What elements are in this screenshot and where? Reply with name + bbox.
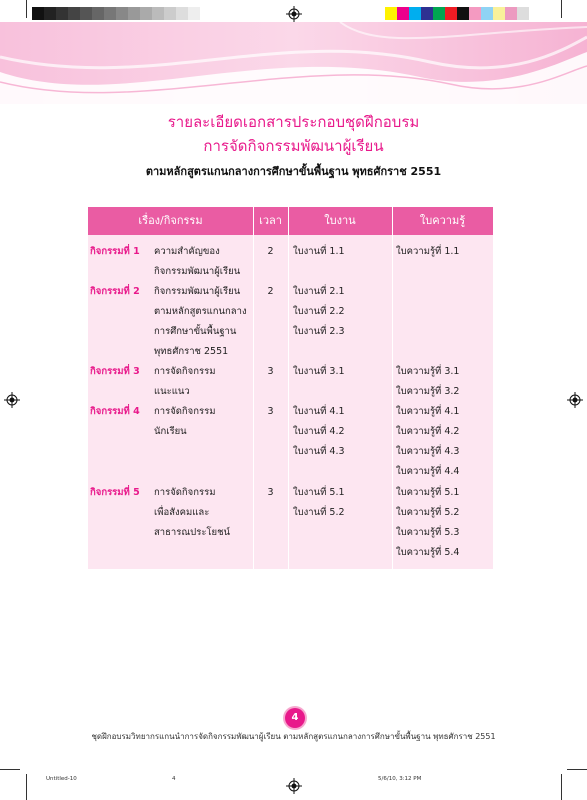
knowledge-item: ใบความรู้ที่ 4.3 xyxy=(396,446,460,457)
crop-mark xyxy=(0,769,20,770)
knowledge-item: ใบความรู้ที่ 1.1 xyxy=(396,246,460,257)
knowledge-item: ใบความรู้ที่ 4.2 xyxy=(396,426,460,437)
registration-mark-bottom xyxy=(286,778,302,794)
crop-mark xyxy=(567,769,587,770)
activity-topic: นักเรียน xyxy=(154,426,187,437)
registration-mark-left xyxy=(4,392,20,408)
table-header-row xyxy=(88,207,493,235)
worksheet-item: ใบงานที่ 4.1 xyxy=(293,406,345,417)
document-details-table xyxy=(88,207,493,569)
worksheet-item: ใบงานที่ 4.2 xyxy=(293,426,345,437)
header-decorative-band xyxy=(0,22,587,104)
activity-topic: แนะแนว xyxy=(154,386,190,397)
knowledge-item: ใบความรู้ที่ 3.1 xyxy=(396,366,460,377)
document-title: รายละเอียดเอกสารประกอบชุดฝึกอบรม xyxy=(167,113,420,131)
activity-topic: ความสำคัญของ xyxy=(154,246,220,257)
document-subtitle: ตามหลักสูตรแกนกลางการศึกษาขั้นพื้นฐาน พุทธศักราช 2551 xyxy=(145,165,442,178)
activity-topic: ตามหลักสูตรแกนกลาง xyxy=(154,306,247,317)
header-knowledge-sheet: ใบความรู้ xyxy=(419,214,466,227)
slug-page: 4 xyxy=(172,776,176,782)
worksheet-item: ใบงานที่ 2.2 xyxy=(293,306,345,317)
crop-mark xyxy=(561,0,562,18)
activity-time: 3 xyxy=(267,366,274,377)
activity-topic: การจัดกิจกรรม xyxy=(154,366,216,377)
activity-label: กิจกรรมที่ 4 xyxy=(90,406,140,417)
slug-filename: Untitled-10 xyxy=(46,776,77,782)
knowledge-item: ใบความรู้ที่ 5.1 xyxy=(396,487,460,498)
document-title-line2: การจัดกิจกรรมพัฒนาผู้เรียน xyxy=(203,137,384,155)
crop-mark xyxy=(26,0,27,18)
knowledge-item: ใบความรู้ที่ 5.3 xyxy=(396,527,460,538)
worksheet-item: ใบงานที่ 5.2 xyxy=(293,507,345,518)
knowledge-item: ใบความรู้ที่ 4.4 xyxy=(396,466,460,477)
column-divider xyxy=(288,207,289,569)
page-number-badge: 4 xyxy=(285,708,305,728)
registration-mark-right xyxy=(567,392,583,408)
activity-topic: เพื่อสังคมและ xyxy=(154,507,210,518)
knowledge-item: ใบความรู้ที่ 3.2 xyxy=(396,386,460,397)
knowledge-item: ใบความรู้ที่ 5.2 xyxy=(396,507,460,518)
header-worksheet: ใบงาน xyxy=(324,214,356,227)
activity-topic: การจัดกิจกรรม xyxy=(154,487,216,498)
header-time: เวลา xyxy=(259,214,282,227)
worksheet-item: ใบงานที่ 3.1 xyxy=(293,366,345,377)
header-topic: เรื่อง/กิจกรรม xyxy=(138,214,203,227)
activity-time: 2 xyxy=(267,286,274,297)
activity-time: 2 xyxy=(267,246,274,257)
crop-mark xyxy=(26,774,27,800)
knowledge-item: ใบความรู้ที่ 5.4 xyxy=(396,547,460,558)
worksheet-item: ใบงานที่ 4.3 xyxy=(293,446,345,457)
activity-topic: การศึกษาขั้นพื้นฐาน xyxy=(154,326,237,337)
activity-time: 3 xyxy=(267,487,274,498)
activity-label: กิจกรรมที่ 2 xyxy=(90,286,140,297)
footer-text: ชุดฝึกอบรมวิทยากรแกนนำการจัดกิจกรรมพัฒนาผู้เรียน ตามหลักสูตรแกนกลางการศึกษาขั้นพื้นฐาน พุทธศักราช 2551 xyxy=(91,732,496,741)
crop-mark xyxy=(561,774,562,800)
activity-time: 3 xyxy=(267,406,274,417)
registration-mark-top xyxy=(286,6,302,22)
grayscale-calibration-bar xyxy=(32,7,200,20)
activity-topic: สาธารณประโยชน์ xyxy=(154,527,231,538)
activity-topic: กิจกรรมพัฒนาผู้เรียน xyxy=(154,286,241,297)
worksheet-item: ใบงานที่ 5.1 xyxy=(293,487,345,498)
color-calibration-bar xyxy=(385,7,529,20)
activity-topic: กิจกรรมพัฒนาผู้เรียน xyxy=(154,266,241,277)
worksheet-item: ใบงานที่ 1.1 xyxy=(293,246,345,257)
slug-date: 5/6/10, 3:12 PM xyxy=(378,776,422,782)
knowledge-item: ใบความรู้ที่ 4.1 xyxy=(396,406,460,417)
activity-label: กิจกรรมที่ 1 xyxy=(90,246,140,257)
activity-label: กิจกรรมที่ 5 xyxy=(90,487,140,498)
activity-topic: พุทธศักราช 2551 xyxy=(154,346,229,357)
activity-label: กิจกรรมที่ 3 xyxy=(90,366,140,377)
activity-topic: การจัดกิจกรรม xyxy=(154,406,216,417)
column-divider xyxy=(392,207,393,569)
worksheet-item: ใบงานที่ 2.3 xyxy=(293,326,345,337)
worksheet-item: ใบงานที่ 2.1 xyxy=(293,286,345,297)
